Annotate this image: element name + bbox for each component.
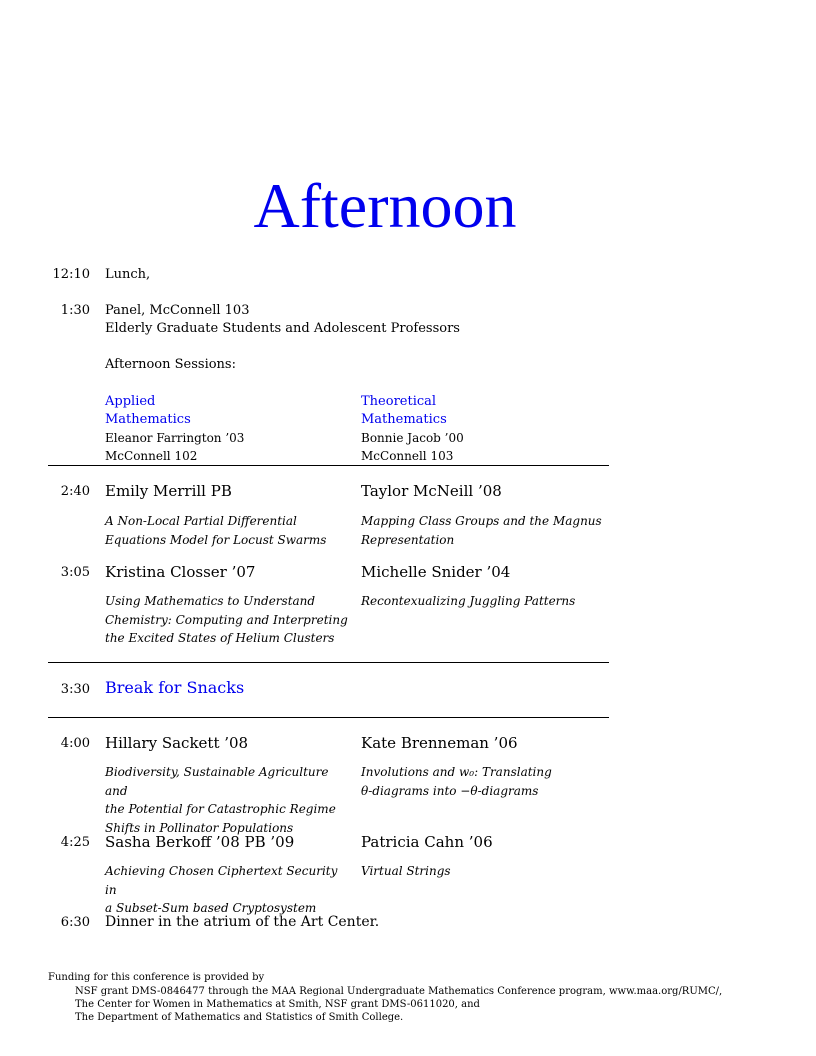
talk-abstract xyxy=(105,512,350,549)
footer-line: The Department of Mathematics and Statistics of Smith College. xyxy=(75,1012,404,1023)
abstract-line: Recontexualizing Juggling Patterns xyxy=(361,594,576,608)
abstract-line: the Excited States of Helium Clusters xyxy=(105,631,335,645)
panel-time: 1:30 xyxy=(60,303,90,318)
abstract-line: a Subset-Sum based Cryptosystem xyxy=(105,901,317,915)
abstract-line: Using Mathematics to Understand xyxy=(105,594,316,608)
divider xyxy=(48,662,609,663)
panel-title: Elderly Graduate Students and Adolescent Professors xyxy=(105,321,460,336)
track-title-line1: Theoretical xyxy=(361,394,437,409)
abstract-line: A Non-Local Partial Differential xyxy=(105,514,297,528)
divider xyxy=(48,465,609,466)
track-applied xyxy=(105,393,244,465)
lunch-label: Lunch, xyxy=(105,267,151,282)
abstract-line: Biodiversity, Sustainable Agriculture and xyxy=(105,765,329,798)
abstract-line: Shifts in Pollinator Populations xyxy=(105,820,294,835)
abstract-line: Equations Model for Locust Swarms xyxy=(105,532,327,547)
talk-time: 4:25 xyxy=(60,835,90,850)
talk-speaker: Kate Brenneman ’06 xyxy=(361,734,518,752)
track-title-line1: Applied xyxy=(105,394,156,409)
abstract-line: Virtual Strings xyxy=(361,864,451,878)
talk-abstract xyxy=(361,592,606,611)
dinner-time: 6:30 xyxy=(60,915,90,930)
break-time: 3:30 xyxy=(60,682,90,697)
divider xyxy=(48,717,609,718)
talk-speaker: Sasha Berkoff ’08 PB ’09 xyxy=(105,833,295,851)
abstract-line: Representation xyxy=(361,532,455,547)
talk-speaker: Patricia Cahn ’06 xyxy=(361,833,493,851)
talk-abstract xyxy=(105,763,350,837)
talk-abstract xyxy=(361,512,606,549)
abstract-line: the Potential for Catastrophic Regime xyxy=(105,802,336,816)
track-room: McConnell 103 xyxy=(361,449,454,463)
talk-abstract xyxy=(105,862,350,918)
track-chair: Eleanor Farrington ’03 xyxy=(105,431,245,445)
talk-abstract xyxy=(361,862,606,881)
dinner-label: Dinner in the atrium of the Art Center. xyxy=(105,914,380,930)
talk-abstract xyxy=(361,763,606,800)
abstract-line: Mapping Class Groups and the Magnus xyxy=(361,514,602,528)
talk-speaker: Emily Merrill PB xyxy=(105,482,232,500)
footer-line: NSF grant DMS-0846477 through the MAA Regional Undergraduate Mathematics Conference program, www.maa.org/RUMC/, xyxy=(75,986,723,997)
track-title-line2: Mathematics xyxy=(105,412,191,427)
talk-abstract xyxy=(105,592,350,648)
track-room: McConnell 102 xyxy=(105,449,198,463)
abstract-line: Chemistry: Computing and Interpreting xyxy=(105,612,348,627)
break-label: Break for Snacks xyxy=(105,678,245,697)
talk-time: 3:05 xyxy=(60,565,90,580)
abstract-line: Achieving Chosen Ciphertext Security in xyxy=(105,864,338,897)
talk-speaker: Michelle Snider ’04 xyxy=(361,563,511,581)
panel-location: Panel, McConnell 103 xyxy=(105,303,250,318)
footer-line: The Center for Women in Mathematics at Smith, NSF grant DMS-0611020, and xyxy=(75,999,480,1010)
abstract-line: Involutions and w₀: Translating xyxy=(361,765,552,779)
footer-line: Funding for this conference is provided by xyxy=(48,972,265,983)
talk-time: 2:40 xyxy=(60,484,90,499)
talk-speaker: Hillary Sackett ’08 xyxy=(105,734,249,752)
sessions-label: Afternoon Sessions: xyxy=(105,357,236,372)
track-chair: Bonnie Jacob ’00 xyxy=(361,431,464,445)
talk-time: 4:00 xyxy=(60,736,90,751)
track-theoretical xyxy=(361,393,464,465)
lunch-time: 12:10 xyxy=(52,267,90,282)
talk-speaker: Taylor McNeill ’08 xyxy=(361,482,502,500)
talk-speaker: Kristina Closser ’07 xyxy=(105,563,256,581)
abstract-line: θ-diagrams into −θ-diagrams xyxy=(361,783,539,798)
track-title-line2: Mathematics xyxy=(361,412,447,427)
page-title: Afternoon xyxy=(253,170,517,241)
